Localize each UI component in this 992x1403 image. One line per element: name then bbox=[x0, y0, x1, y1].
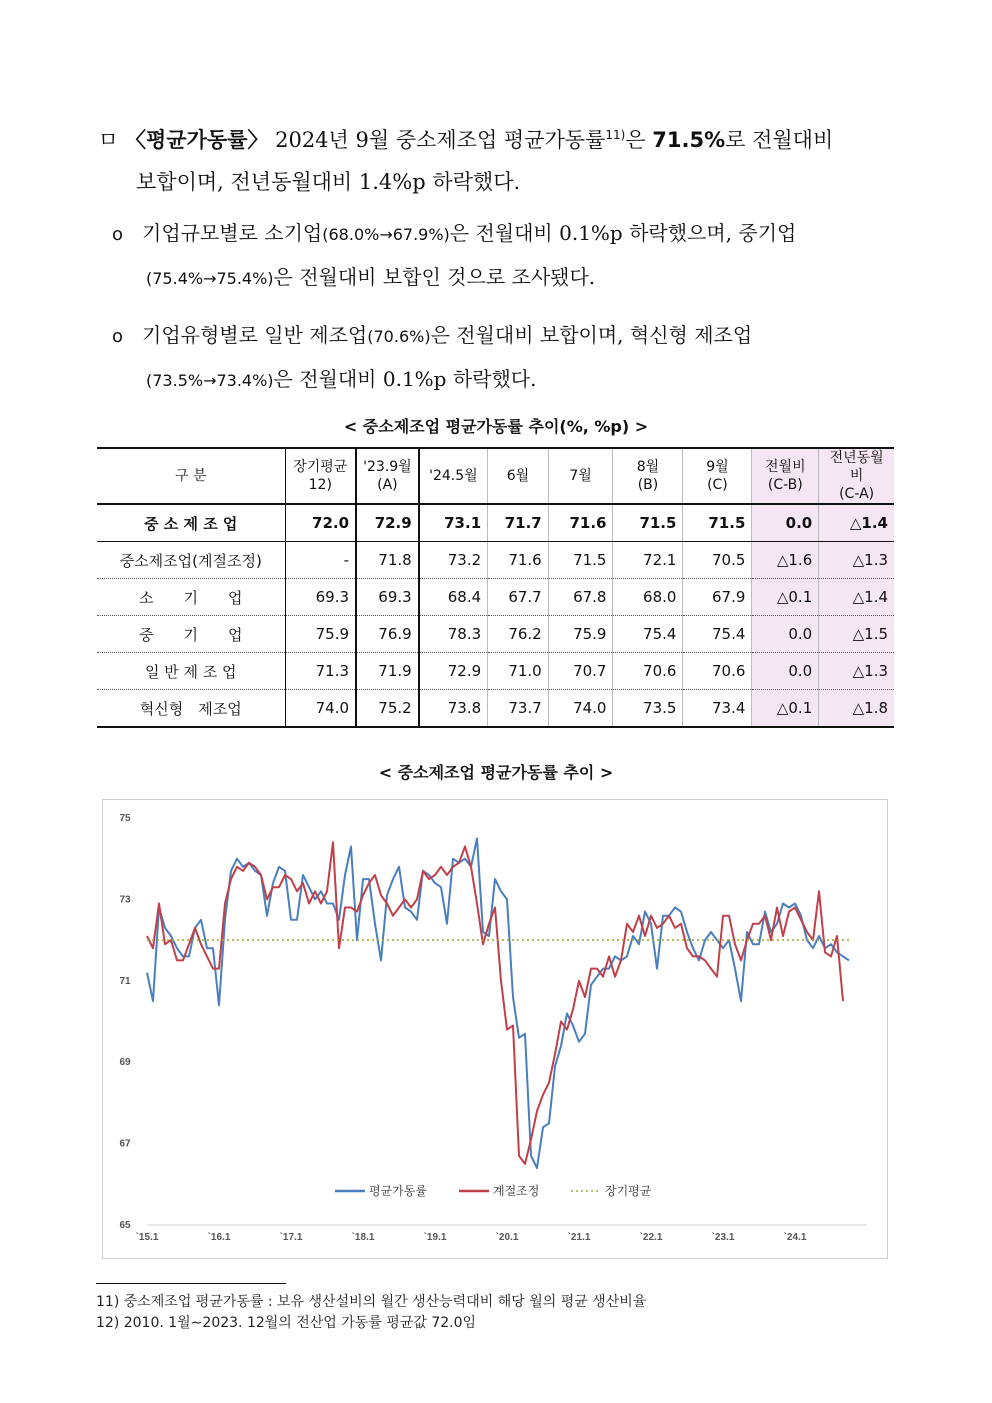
table-header-cell bbox=[97, 448, 285, 504]
table-cell: △0.1 bbox=[752, 579, 819, 616]
legend-label: 평균가동률 bbox=[369, 1184, 427, 1198]
table-header-label: 7월 bbox=[569, 468, 592, 484]
table-cell: 72.1 bbox=[613, 542, 683, 579]
table-cell: 71.6 bbox=[488, 542, 549, 579]
summary-value: 71.5% bbox=[652, 128, 726, 152]
table-header-label: '24.5월 bbox=[429, 468, 478, 484]
table-cell: 71.5 bbox=[683, 504, 752, 542]
table-header-label: 구 분 bbox=[175, 468, 207, 484]
table-cell: △1.3 bbox=[819, 542, 894, 579]
table-cell: 71.5 bbox=[613, 504, 683, 542]
table-row bbox=[97, 690, 894, 728]
table-cell: △1.5 bbox=[819, 616, 894, 653]
table-cell: 72.9 bbox=[356, 504, 419, 542]
table-cell: 71.9 bbox=[356, 653, 419, 690]
table-cell: △1.4 bbox=[819, 579, 894, 616]
table-header-label: 장기평균12) bbox=[293, 459, 348, 493]
x-tick-label: `15.1 bbox=[135, 1232, 159, 1243]
table-cell: 71.8 bbox=[356, 542, 419, 579]
table-row bbox=[97, 542, 894, 579]
table-header-cell bbox=[488, 448, 549, 504]
table-header-sublabel: (A) bbox=[377, 477, 398, 493]
table-cell: 75.9 bbox=[548, 616, 613, 653]
y-tick-label: 71 bbox=[119, 975, 131, 987]
table-cell: 0.0 bbox=[752, 616, 819, 653]
x-tick-label: `24.1 bbox=[783, 1232, 807, 1243]
table-cell: 73.4 bbox=[683, 690, 752, 728]
table-header-label: 전년동월비 bbox=[829, 450, 884, 484]
table-cell: 68.4 bbox=[419, 579, 488, 616]
table-cell: 75.4 bbox=[683, 616, 752, 653]
table-cell: △1.3 bbox=[819, 653, 894, 690]
table-row bbox=[97, 616, 894, 653]
table-header-cell bbox=[613, 448, 683, 504]
table-header-label: 9월 bbox=[706, 459, 729, 475]
y-tick-label: 73 bbox=[119, 894, 131, 906]
square-bullet-icon: ㅁ bbox=[98, 128, 119, 152]
table-cell: 67.9 bbox=[683, 579, 752, 616]
x-tick-label: `20.1 bbox=[495, 1232, 519, 1243]
summary-text-a: 2024년 9월 중소제조업 평균가동률 bbox=[268, 128, 606, 152]
bullet-type-text-b: 은 전월대비 보합이며, 혁신형 제조업 bbox=[430, 323, 753, 347]
table-cell: 75.2 bbox=[356, 690, 419, 728]
table-cell: 71.6 bbox=[548, 504, 613, 542]
chart-caption: < 중소제조업 평균가동률 추이 > bbox=[378, 763, 614, 782]
table-header-sublabel: (C-A) bbox=[839, 486, 875, 502]
x-tick-label: `18.1 bbox=[351, 1232, 375, 1243]
table-cell: 74.0 bbox=[548, 690, 613, 728]
table-cell: 73.8 bbox=[419, 690, 488, 728]
table-cell: 70.6 bbox=[613, 653, 683, 690]
table-cell: 0.0 bbox=[752, 653, 819, 690]
table-cell: 71.0 bbox=[488, 653, 549, 690]
table-cell: 70.5 bbox=[683, 542, 752, 579]
summary-line-1 bbox=[98, 114, 898, 161]
footnote-11: 11) 중소제조업 평균가동률 : 보유 생산설비의 월간 생산능력대비 해당 월의 평균 생산비율 bbox=[96, 1294, 647, 1310]
summary-paragraph bbox=[98, 114, 898, 203]
y-tick-label: 67 bbox=[119, 1138, 131, 1150]
series-line bbox=[147, 838, 849, 1168]
table-caption: < 중소제조업 평균가동률 추이(%, %p) > bbox=[343, 417, 649, 436]
x-tick-label: `23.1 bbox=[711, 1232, 735, 1243]
table-row-label: 소 기 업 bbox=[97, 579, 285, 616]
footnote-12: 12) 2010. 1월∼2023. 12월의 전산업 가동률 평균값 72.0임 bbox=[96, 1315, 477, 1331]
table-cell: 71.5 bbox=[548, 542, 613, 579]
legend-label: 장기평균 bbox=[605, 1184, 652, 1198]
summary-text-c: 로 전월대비 bbox=[725, 128, 834, 152]
table-row bbox=[97, 653, 894, 690]
table-cell: 73.1 bbox=[419, 504, 488, 542]
table-cell: 72.9 bbox=[419, 653, 488, 690]
table-cell: △0.1 bbox=[752, 690, 819, 728]
table-header-cell bbox=[683, 448, 752, 504]
table-cell: 67.8 bbox=[548, 579, 613, 616]
circle-bullet-icon: o bbox=[112, 326, 124, 347]
table-cell: - bbox=[285, 542, 356, 579]
table-header-label: 전월비 bbox=[765, 459, 806, 475]
bullet-size-text-c: 은 전월대비 보합인 것으로 조사됐다. bbox=[273, 265, 596, 289]
table-cell: △1.8 bbox=[819, 690, 894, 728]
table-header-cell bbox=[356, 448, 419, 504]
series-line bbox=[147, 842, 843, 1164]
table-cell: 75.9 bbox=[285, 616, 356, 653]
table-cell: 67.7 bbox=[488, 579, 549, 616]
table-cell: 73.5 bbox=[613, 690, 683, 728]
table-cell: 72.0 bbox=[285, 504, 356, 542]
table-cell: 69.3 bbox=[356, 579, 419, 616]
table-cell: 71.7 bbox=[488, 504, 549, 542]
table-cell: 76.9 bbox=[356, 616, 419, 653]
x-tick-label: `17.1 bbox=[279, 1232, 303, 1243]
table-header-sublabel: (B) bbox=[637, 477, 659, 493]
x-tick-label: `21.1 bbox=[567, 1232, 591, 1243]
bullet-type-text-a: 기업유형별로 일반 제조업 bbox=[142, 323, 368, 347]
table-cell: 0.0 bbox=[752, 504, 819, 542]
table-cell: 69.3 bbox=[285, 579, 356, 616]
bullet-size-small-a: (68.0%→67.9%) bbox=[322, 225, 450, 244]
table-cell: 74.0 bbox=[285, 690, 356, 728]
table-cell: 71.3 bbox=[285, 653, 356, 690]
table-cell: 73.7 bbox=[488, 690, 549, 728]
table-header-row bbox=[97, 448, 894, 504]
utilization-table bbox=[97, 447, 894, 728]
bullet-type-small-a: (70.6%) bbox=[367, 327, 431, 346]
bullet-type-small-c: (73.5%→73.4%) bbox=[146, 371, 274, 390]
table-header-cell bbox=[752, 448, 819, 504]
bullet-size-text-b: 은 전월대비 0.1%p 하락했으며, 중기업 bbox=[449, 221, 797, 245]
bullet-type bbox=[112, 314, 898, 402]
table-header-label: 8월 bbox=[636, 459, 660, 475]
circle-bullet-icon: o bbox=[112, 224, 124, 245]
footnote-divider bbox=[96, 1283, 286, 1284]
bullet-size-small-c: (75.4%→75.4%) bbox=[146, 269, 274, 288]
table-row-label: 중 소 제 조 업 bbox=[97, 504, 285, 542]
table-cell: △1.4 bbox=[819, 504, 894, 542]
legend-label: 계절조정 bbox=[493, 1184, 540, 1198]
table-cell: 76.2 bbox=[488, 616, 549, 653]
y-tick-label: 65 bbox=[119, 1220, 131, 1231]
summary-line-2: 보합이며, 전년동월대비 1.4%p 하락했다. bbox=[136, 170, 521, 194]
table-row bbox=[97, 579, 894, 616]
utilization-chart-svg bbox=[103, 800, 887, 1258]
table-cell: 73.2 bbox=[419, 542, 488, 579]
utilization-chart bbox=[102, 799, 888, 1259]
table-cell: △1.6 bbox=[752, 542, 819, 579]
table-cell: 78.3 bbox=[419, 616, 488, 653]
table-cell: 68.0 bbox=[613, 579, 683, 616]
bullet-size bbox=[112, 212, 898, 300]
y-tick-label: 69 bbox=[119, 1057, 131, 1069]
summary-text-b: 은 bbox=[625, 128, 653, 152]
bullet-type-text-c: 은 전월대비 0.1%p 하락했다. bbox=[273, 367, 537, 391]
table-cell: 70.6 bbox=[683, 653, 752, 690]
y-tick-label: 75 bbox=[119, 813, 131, 824]
table-row-label: 일 반 제 조 업 bbox=[97, 653, 285, 690]
table-row-label: 혁신형 제조업 bbox=[97, 690, 285, 728]
table-cell: 75.4 bbox=[613, 616, 683, 653]
table-header-sublabel: (C-B) bbox=[767, 477, 803, 493]
bullet-size-text-a: 기업규모별로 소기업 bbox=[142, 221, 323, 245]
table-row-label: 중 기 업 bbox=[97, 616, 285, 653]
table-row-label: 중소제조업(계절조정) bbox=[97, 542, 285, 579]
x-tick-label: `19.1 bbox=[423, 1232, 447, 1243]
table-header-cell bbox=[819, 448, 894, 504]
x-tick-label: `16.1 bbox=[207, 1232, 231, 1243]
table-header-cell bbox=[419, 448, 488, 504]
table-header-label: 6월 bbox=[506, 468, 530, 484]
table-header-label: '23.9월 bbox=[363, 459, 412, 475]
table-cell: 70.7 bbox=[548, 653, 613, 690]
x-tick-label: `22.1 bbox=[639, 1232, 663, 1243]
summary-title: 〈평균가동률〉 bbox=[124, 128, 269, 152]
table-row bbox=[97, 504, 894, 542]
table-header-cell bbox=[548, 448, 613, 504]
table-header-sublabel: (C) bbox=[707, 477, 728, 493]
table-header-cell bbox=[285, 448, 356, 504]
footnote-ref-11[interactable]: 11) bbox=[605, 128, 626, 142]
